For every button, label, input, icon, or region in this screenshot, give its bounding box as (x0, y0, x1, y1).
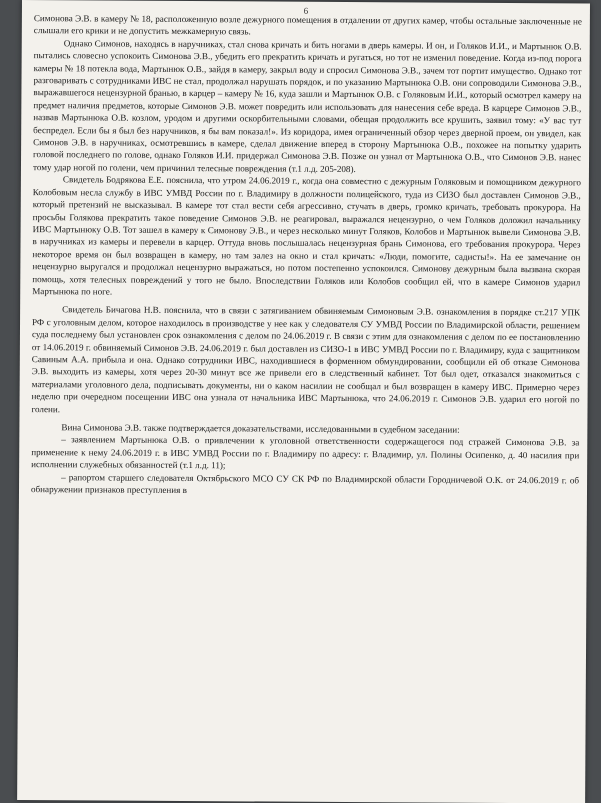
paragraph-5: Вина Симонова Э.В. также подтверждается доказательствами, исследованными в судебном заседании: (61, 422, 460, 435)
paragraph-6: – заявлением Мартынюка О.В. о привлечении к уголовной ответственности содержащегося под стражей Симонова Э.В. за применение к нему 24.06.2019 г. в ИВС УМВД России по г. Владимиру по адресу: г. Владимир, ул. Полины Осипенко, д. 40 насилия при исполнении служебных обязанностей (т.1 л.д. 11); (31, 434, 580, 471)
document-body (31, 12, 582, 499)
paragraph-2: Однако Симонов, находясь в наручниках, стал снова кричать и бить ногами в дверь камеры. И он, и Голяков И.И., и Мартынюк О.В. пытались словесно успокоить Симонова Э.В., убедить его прекратить кричать и ругаться, но тот не изменил поведение. Когда из-под порога камеры № 18 потекла вода, Мартынюк О.В., зайдя в камеру, закрыл воду и спросил Симонова Э.В., зачем тот портит имущество. Однако тот разговаривать с сотрудниками ИВС не стал, продолжал нарушать порядок, и по указанию Мартынюка О.В. они сопроводили Симонова Э.В., выражавшегося нецензурной бранью, в карцер – камеру № 16, куда зашли и Мартынюк О.В. с Голяковым И.И., который осмотрел камеру на предмет наличия предметов, которые Симонов Э.В. может повредить или использовать для нанесения себе вреда. В карцере Симонов Э.В., назвав Мартынюка О.В. козлом, уродом и другими оскорбительными словами, обещая продолжить все крушить, заявил тому: «У вас тут беспредел. Если бы я был без наручников, я бы вам показал!». Из коридора, имея ограниченный обзор через дверной проем, он увидел, как Симонов Э.В. в наручниках, осмотревшись в камере, сделал движение вперед в сторону Мартынюка О.В., похожее на попытку ударить головой последнего по голове, однако Голяков И.И. придержал Симонова Э.В. Позже он узнал от Мартынюка О.В., что Симонов Э.В. нанес тому удар ногой по голени, чем причинил телесные повреждения (т.1 л.д. 205-208). (32, 38, 582, 174)
page-number: 6 (303, 5, 309, 16)
paragraph-1: Симонова Э.В. в камеру № 18, расположенную возле дежурного помещения в отдалении от других камер, чтобы остальные заключенные не слышали его крики и не допустить межкамерную связь. (33, 13, 582, 37)
document-page (17, 0, 590, 803)
paragraph-4: Свидетель Бичагова Н.В. пояснила, что в связи с затягиванием обвиняемым Симоновым Э.В. ознакомления в порядке ст.217 УПК РФ с уголовным делом, которое находилось в производстве у нее как у следователя СУ УМВД России по Владимирской области, решением суда последнему был установлен срок ознакомления с делом по 24.06.2019 г. В связи с этим для ознакомления с делом по ее постановлению от 14.06.2019 г. обвиняемый Симонов Э.В. 24.06.2019 г. был доставлен из СИЗО-1 в ИВС УМВД России по г. Владимиру, куда с защитником Савиным А.А. прибыла и она. Однако сотрудники ИВС, находившиеся в форменном обмундировании, сообщили ей об отказе Симонова Э.В. выходить из камеры, хотя через 20-30 минут все же привели его в следственный кабинет. Тот был одет, отказался знакомиться с материалами уголовного дела, подписывать документы, ни о каком насилии не сообщал и был возвращен в камеру ИВС. Примерно через неделю при очередном посещении ИВС она узнала от начальника ИВС Мартынюка, что 24.06.2019 г. Симонов Э.В. ударил его ногой по голени. (31, 304, 581, 414)
paragraph-3: Свидетель Бодрякова Е.Е. пояснила, что утром 24.06.2019 г., когда она совместно с дежурным Голяковым и помощником дежурного Колобовым несла службу в ИВС УМВД России по г. Владимиру в должности полицейского, туда из СИЗО был доставлен Симонов Э.В., который претензий не высказывал. В камере тот стал вести себя агрессивно, стучать в дверь, громко кричать, требовать прокурора. На просьбы Голякова прекратить такое поведение Симонов Э.В. не реагировал, выражался нецензурно, о чем Голяков доложил начальнику ИВС Мартынюку О.В. Тот зашел в камеру к Симонову Э.В., и через несколько минут Голяков, Колобов и Мартынюк вывели Симонова Э.В. в наручниках из камеры и перевели в карцер. Оттуда вновь послышалась нецензурная брань Симонова, его требования прокурора. Через некоторое время он был возвращен в камеру, но там залез на окно и стал кричать: «Люди, помогите, садисты!». На ее замечание он нецензурно выругался и продолжал нецензурно выражаться, но потом постепенно успокоился. Симонову дежурным была вызвана скорая помощь, хотя телесных повреждений у того не было. Впоследствии Голяков или Колобов сообщил ей, что в камере Симонов ударил Мартынюка по ноге. (32, 174, 581, 297)
paragraph-7: – рапортом старшего следователя Октябрьского МСО СУ СК РФ по Владимирской области Городничевой О.К. от 24.06.2019 г. об обнаружении признаков преступления в (30, 471, 580, 496)
